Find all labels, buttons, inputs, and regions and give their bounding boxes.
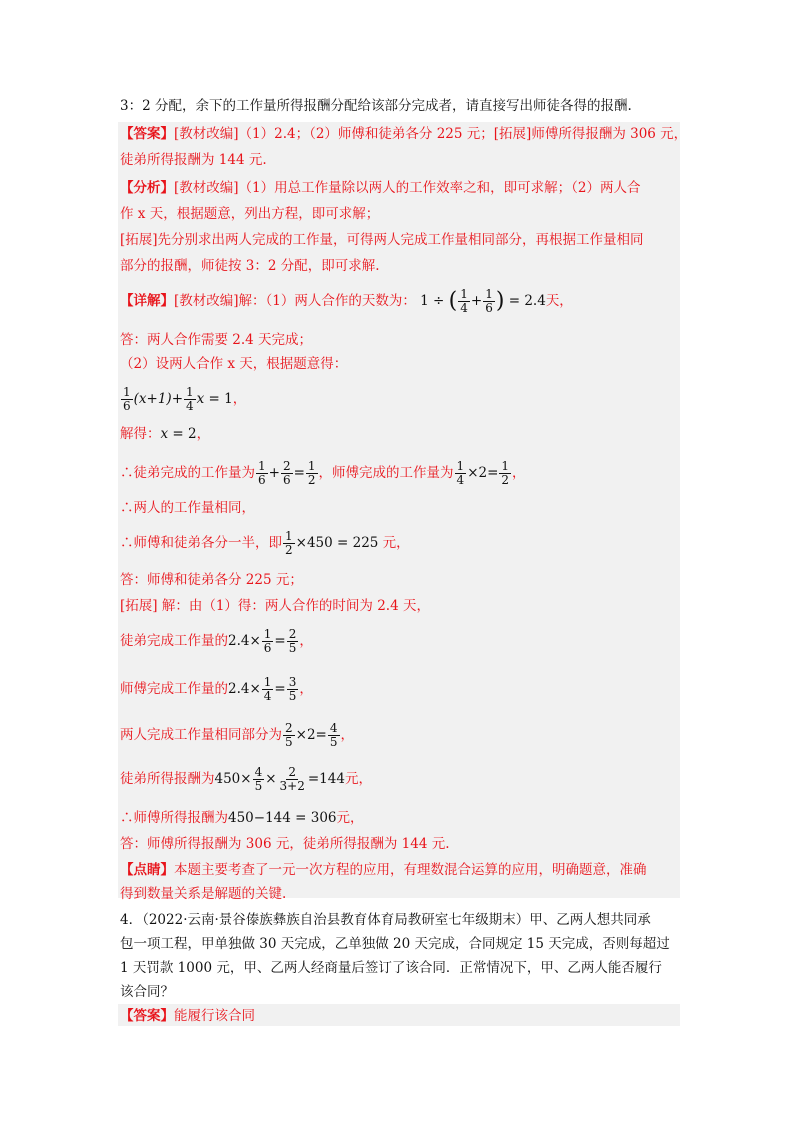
master-pay-label: ∴师傅所得报酬为 [120,810,228,826]
q4-line-4: 该合同？ [120,984,174,1000]
comment-line-2: 得到数量关系是解题的关键. [120,886,287,902]
analysis-line-2: 作 x 天，根据题意，列出方程，即可求解； [120,206,380,222]
common-part-line: 两人完成工作量相同部分为 $\frac{2}{5}$ ×2= $\frac{4}{5}$ ， [120,721,354,749]
master-amount-label: 师傅完成工作量的 [120,681,228,697]
q4-answer-line [120,1006,255,1026]
analysis-line-4: 部分的报酬，师徒按 3：2 分配，即可求解. [120,258,380,274]
comment-text-1: 本题主要考查了一元一次方程的应用，有理数混合运算的应用，明确题意，准确 [174,862,647,878]
apprentice-amount-label: 徒弟完成工作量的 [120,633,228,649]
detail-line-2: 答：两人合作需要 2.4 天完成； [120,332,313,348]
work-label-apprentice: ∴徒弟完成的工作量为 [120,465,255,481]
apprentice-pay-line [120,766,372,793]
apprentice-amount-line: 徒弟完成工作量的2.4× $\frac{1}{6}$ = $\frac{2}{5}$ ， [120,627,313,655]
q4-answer-tag: 【答案】 [120,1008,174,1024]
analysis-tag: 【分析】 [120,180,174,196]
analysis-line-3: [拓展]先分别求出两人完成的工作量，可得两人完成工作量相同部分，再根据工作量相同 [120,232,644,248]
detail-line-9: 答：师傅和徒弟各分 225 元； [120,572,303,588]
q4-line-2: 包一项工程，甲单独做 30 天完成，乙单独做 20 天完成，合同规定 15 天完成，否则每超过 [120,936,670,952]
apprentice-pay-unit: 元， [344,771,372,787]
apprentice-amount-expr: 2.4× $\frac{1}{6}$ = $\frac{2}{5}$ [228,627,297,655]
equation: $\frac{1}{6}$ (x+1)+ $\frac{1}{4}$ x = 1 [123,385,233,413]
q3-stem: 3：2 分配，余下的工作量所得报酬分配给该部分完成者，请直接写出师徒各得的报酬. [120,98,632,114]
master-amount-line: 师傅完成工作量的2.4× $\frac{1}{4}$ = $\frac{3}{5}$ ， [120,675,313,703]
master-pay-expr: 450−144 = 306 [228,810,337,826]
master-amount-expr: 2.4× $\frac{1}{4}$ = $\frac{3}{5}$ [228,675,297,703]
master-pay-unit: 元， [336,810,364,826]
analysis-text-1: [教材改编]（1）用总工作量除以两人的工作效率之和，即可求解；（2）两人合 [174,180,641,196]
apprentice-pay-expr: 450× $\frac{4}{5}$ × $\frac{2}{3+2}$ =144 [214,765,345,793]
detail-line-10: [拓展] 解：由（1）得：两人合作的时间为 2.4 天， [120,598,430,614]
detail-line-3: （2）设两人合作 x 天，根据题意得： [120,356,348,372]
q4-line-3: 1 天罚款 1000 元，甲、乙两人经商量后签订了该合同．正常情况下，甲、乙两人能否履行 [120,960,662,976]
detail-text-1: [教材改编]解：（1）两人合作的天数为： [174,293,416,309]
days-expression: 1 ÷ ( $\frac{1}{4}$ + $\frac{1}{6}$ ) = 2.4 [420,287,546,315]
equation-line: $\frac{1}{6}$ (x+1)+ $\frac{1}{4}$ x = 1， [120,386,246,413]
split-expr: $\frac{1}{2}$ ×450 = 225 [285,529,379,557]
split-label: ∴师傅和徒弟各分一半，即 [120,535,282,551]
work-line: ∴徒弟完成的工作量为 $\frac{1}{6}$ + $\frac{2}{6}$ = $\frac{1}{2}$ ，师傅完成的工作量为 $\frac{1}{4}$ ×2= $\frac{1}{2}$ ， [120,459,526,487]
answer-text-1: [教材改编]（1）2.4；（2）师傅和徒弟各分 225 元；[拓展]师傅所得报酬为 306 元， [174,126,688,142]
analysis-line-1 [120,178,640,198]
answer-line-2: 徒弟所得报酬为 144 元. [120,152,267,168]
comment-tag: 【点睛】 [120,862,174,878]
common-part-expr: $\frac{2}{5}$ ×2= $\frac{4}{5}$ [285,721,338,749]
comment-line-1 [120,860,647,880]
detail-line-16: 答：师傅所得报酬为 306 元，徒弟所得报酬为 144 元. [120,836,450,852]
master-work-expr: $\frac{1}{4}$ ×2= $\frac{1}{2}$ [456,459,510,487]
master-pay-line [120,808,364,828]
detail-line-7: ∴两人的工作量相同， [120,500,255,516]
detail-tag: 【详解】 [120,293,174,309]
q4-answer-text: 能履行该合同 [174,1008,255,1024]
apprentice-pay-label: 徒弟所得报酬为 [120,771,215,787]
detail-text-1b: 天， [545,293,573,309]
solve-result: x = 2 [160,426,197,442]
split-line: ∴师傅和徒弟各分一半，即 $\frac{1}{2}$ ×450 = 225 元， [120,529,410,557]
apprentice-work-expr: $\frac{1}{6}$ + $\frac{2}{6}$ = $\frac{1}{2}$ [258,459,316,487]
solve-line: 解得：x = 2， [120,426,211,442]
common-part-label: 两人完成工作量相同部分为 [120,727,282,743]
answer-line-1 [120,124,687,144]
answer-tag: 【答案】 [120,126,174,142]
detail-line-1 [120,288,573,315]
work-label-master: ，师傅完成的工作量为 [318,465,454,481]
solve-label: 解得： [120,426,161,442]
q4-line-1: 4．（2022·云南·景谷傣族彝族自治县教育体育局教研室七年级期末）甲、乙两人想共同承 [120,912,651,928]
